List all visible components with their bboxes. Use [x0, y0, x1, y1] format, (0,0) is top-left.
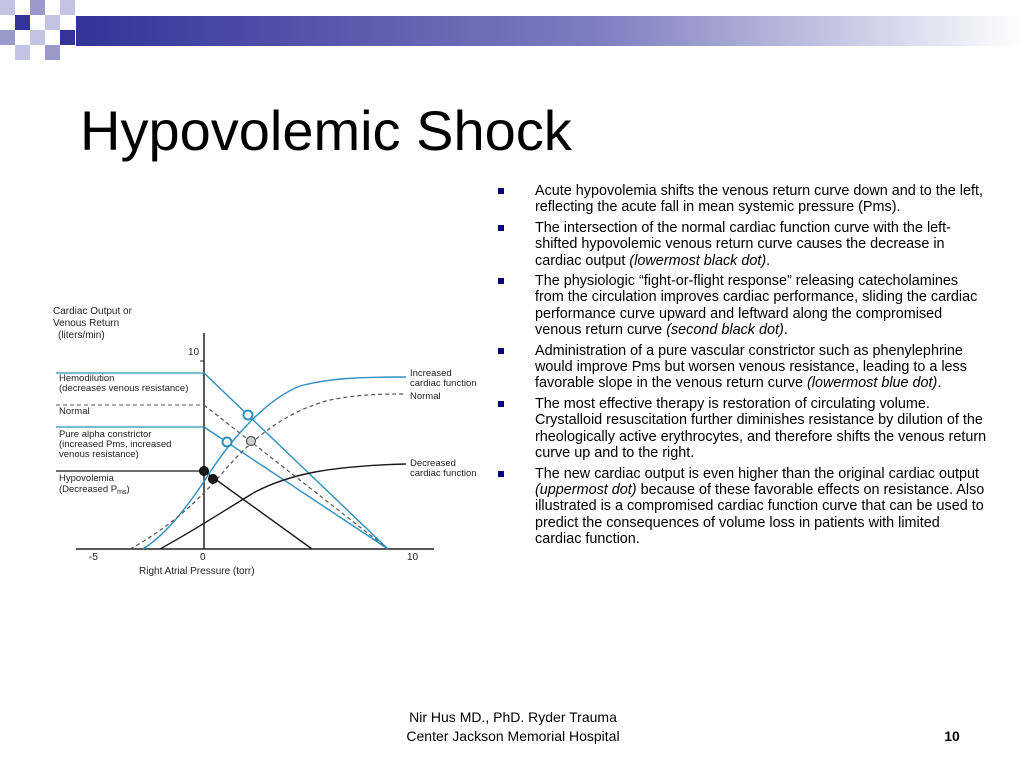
bullet-emphasis: (lowermost blue dot) — [806, 375, 938, 392]
label-decreased-line2: cardiac function — [410, 468, 477, 479]
label-alpha-line1: Pure alpha constrictor — [59, 429, 152, 440]
label-alpha-line2: (increased Pms, increased — [59, 439, 172, 450]
bullet-text: The new cardiac output is even higher than the original cardiac output — [535, 465, 979, 482]
label-hypovolemia-pre: (Decreased P — [59, 484, 118, 495]
x-axis-label: Right Atrial Pressure (torr) — [139, 566, 255, 577]
bullet-text: The most effective therapy is restoration of circulating volume. Crystalloid resuscitation further diminishes resistance by dilution of the rheologically active erythrocytes, and therefore shifts the venous return curve up and to the right. — [535, 395, 987, 462]
dot-grey — [247, 437, 256, 446]
y-tick-label: 10 — [188, 347, 200, 358]
venous-return-hemodilution — [204, 373, 388, 549]
bullet-tail: . — [783, 322, 788, 339]
bullet-item — [497, 343, 987, 392]
dot-lowermost-blue — [223, 438, 232, 447]
x-tick-label: -5 — [89, 552, 98, 563]
deco-square — [15, 45, 30, 60]
square-bullet-icon — [498, 348, 504, 354]
square-bullet-icon — [498, 188, 504, 194]
y-axis-label-line3: (liters/min) — [58, 330, 105, 341]
bullet-tail: . — [766, 252, 771, 269]
label-hemodilution-line1: Hemodilution — [59, 373, 115, 384]
bullet-item — [497, 220, 987, 269]
title-bar-gradient — [76, 16, 1024, 46]
label-increased-line2: cardiac function — [410, 378, 477, 389]
label-hemodilution-line2: (decreases venous resistance) — [59, 383, 189, 394]
label-hypovolemia-post: ) — [126, 484, 130, 495]
dot-uppermost-blue — [244, 411, 253, 420]
corner-decoration — [0, 0, 1024, 70]
label-normal-right: Normal — [410, 391, 441, 402]
label-decreased-line1: Decreased — [410, 458, 456, 469]
label-alpha-line3: venous resistance) — [59, 449, 139, 460]
bullet-text: The physiologic “fight-or-flight response” releasing catecholamines from the circulation improves cardiac performance, sliding the cardiac performance curve upward and leftward along the compromised venous return curve — [535, 273, 978, 339]
page-number: 10 — [944, 728, 960, 744]
deco-square — [30, 30, 45, 45]
dot-lowermost-black — [209, 475, 218, 484]
bullet-emphasis: (lowermost black dot) — [629, 252, 767, 269]
footer-line1: Nir Hus MD., PhD. Ryder Trauma — [409, 709, 617, 725]
bullet-text: Acute hypovolemia shifts the venous return curve down and to the left, reflecting the acute fall in mean systemic pressure (Pms). — [535, 183, 983, 216]
deco-square — [15, 15, 30, 30]
bullet-item — [497, 396, 987, 462]
label-hypovolemia-sub: ms — [117, 489, 127, 496]
cardiac-function-increased — [143, 377, 406, 549]
deco-square — [0, 30, 15, 45]
label-increased-line1: Increased — [410, 368, 452, 379]
label-normal-left: Normal — [59, 406, 90, 417]
bullet-list — [497, 183, 987, 552]
x-tick-label: 0 — [200, 552, 206, 563]
bullet-tail: because of these favorable effects on resistance. Also illustrated is a compromised cardiac function curve that can be used to predict the consequences of volume loss in patients with limited cardiac function. — [535, 481, 985, 548]
bullet-tail: . — [937, 375, 942, 392]
y-axis-label-line2: Venous Return — [53, 318, 120, 329]
y-axis-label-line1: Cardiac Output or — [53, 306, 132, 317]
bullet-emphasis: (second black dot) — [666, 322, 784, 339]
bullet-item — [497, 466, 987, 548]
label-hypovolemia-line2 — [59, 484, 130, 496]
cardiac-output-venous-return-graph — [50, 300, 490, 590]
bullet-emphasis: (uppermost dot) — [535, 481, 637, 498]
x-tick-label: 10 — [407, 552, 419, 563]
slide-title: Hypovolemic Shock — [80, 99, 572, 162]
bullet-item — [497, 183, 987, 216]
venous-return-hypovolemia — [204, 471, 312, 549]
label-hypovolemia-line1: Hypovolemia — [59, 473, 114, 484]
bullet-text: The intersection of the normal cardiac function curve with the left-shifted hypovolemic venous return curve causes the decrease in cardiac output — [535, 219, 951, 269]
deco-square — [45, 45, 60, 60]
square-bullet-icon — [498, 225, 504, 231]
venous-return-alpha — [204, 427, 388, 549]
deco-square — [45, 15, 60, 30]
bullet-item — [497, 273, 987, 339]
deco-square — [60, 0, 75, 15]
deco-square — [0, 0, 15, 15]
square-bullet-icon — [498, 401, 504, 407]
bullet-text: Administration of a pure vascular constrictor such as phenylephrine would improve Pms but worsen venous resistance, leading to a less favorable slope in the venous return curve — [535, 342, 967, 392]
square-bullet-icon — [498, 471, 504, 477]
deco-square — [30, 0, 45, 15]
footer-line2: Center Jackson Memorial Hospital — [406, 728, 620, 744]
deco-square — [60, 30, 75, 45]
dot-second-black — [200, 467, 209, 476]
square-bullet-icon — [498, 278, 504, 284]
footer-credit — [358, 708, 668, 746]
